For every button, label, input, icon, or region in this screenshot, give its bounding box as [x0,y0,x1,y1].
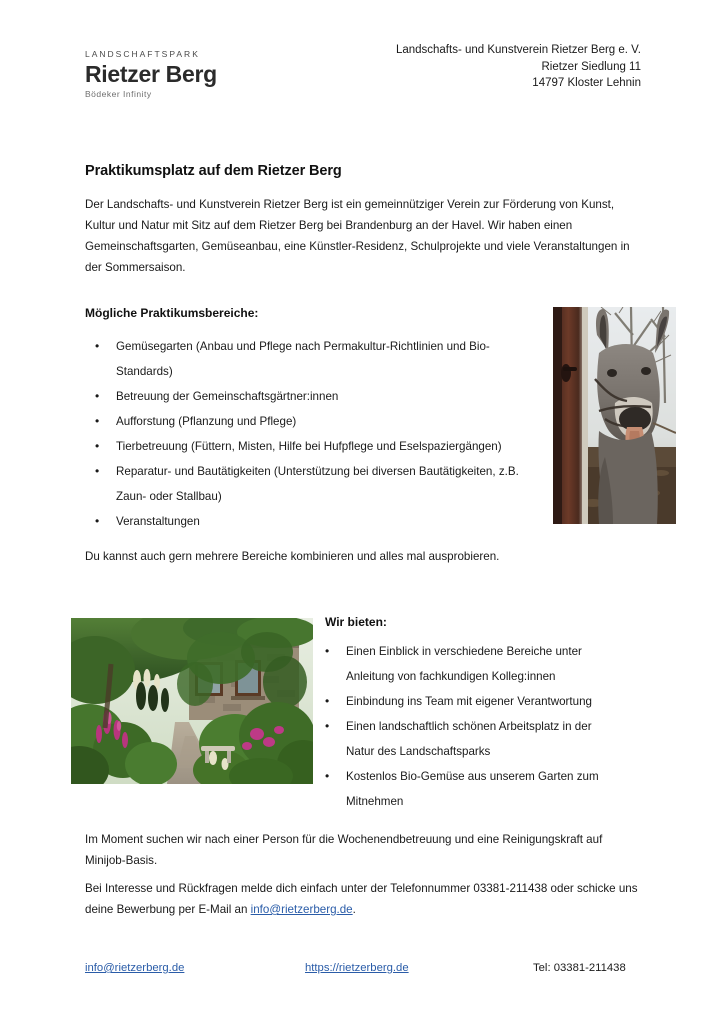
contact-intro-text: Bei Interesse und Rückfragen melde dich einfach unter der Telefonnummer 03381-211438 oder schicke uns deine Bewerbung per E-Mail an [85,882,638,916]
combine-note-paragraph: Du kannst auch gern mehrere Bereiche kombinieren und alles mal ausprobieren. [85,550,500,563]
contact-paragraph [85,878,645,920]
sender-address [396,42,641,92]
list-item: • Gemüsegarten (Anbau und Pflege nach Permakultur-Richtlinien und Bio-Standards) [91,334,546,384]
footer-email-link[interactable]: info@rietzerberg.de [85,962,185,974]
address-line-3: 14797 Kloster Lehnin [532,77,641,89]
list-item: • Einen Einblick in verschiedene Bereiche unter Anleitung von fachkundigen Kolleg:innen [321,639,621,689]
footer-website-link[interactable]: https://rietzerberg.de [305,962,409,974]
page-title: Praktikumsplatz auf dem Rietzer Berg [85,163,342,179]
list-item: • Veranstaltungen [91,509,546,534]
list-item: • Kostenlos Bio-Gemüse aus unserem Garten zum Mitnehmen [321,764,621,814]
organization-logo [85,50,325,100]
donkey-photo-graphic [553,307,676,524]
address-line-2: Rietzer Siedlung 11 [541,60,641,73]
list-item: • Betreuung der Gemeinschaftsgärtner:innen [91,384,546,409]
offers-heading: Wir bieten: [325,615,387,629]
logo-name: Rietzer Berg [85,61,217,88]
page-footer [0,962,724,984]
list-item: • Tierbetreuung (Füttern, Misten, Hilfe bei Hufpflege und Eselspaziergängen) [91,434,546,459]
address-line-1: Landschafts- und Kunstverein Rietzer Berg e. V. [395,44,641,56]
areas-list [91,334,546,534]
list-item: • Einen landschaftlich schönen Arbeitsplatz in der Natur des Landschaftsparks [321,714,621,764]
list-item: • Einbindung ins Team mit eigener Verantwortung [321,689,621,714]
garden-photo-graphic [71,618,313,784]
list-item: • Aufforstung (Pflanzung und Pflege) [91,409,546,434]
logo-sub-line: Bödeker Infinity [85,89,152,100]
footer-phone: Tel: 03381-211438 [533,962,626,974]
logo-top-line: LANDSCHAFTSPARK [85,49,200,59]
current-search-paragraph: Im Moment suchen wir nach einer Person für die Wochenendbetreuung und eine Reinigungskraft auf Minijob-Basis. [85,833,603,867]
contact-email-link[interactable]: info@rietzerberg.de [250,903,353,916]
offers-list [321,639,621,814]
garden-photo [71,618,313,784]
areas-heading: Mögliche Praktikumsbereiche: [85,306,259,320]
list-item: • Reparatur- und Bautätigkeiten (Unterstützung bei diversen Bautätigkeiten, z.B. Zaun- oder Stallbau) [91,459,546,509]
donkey-photo [553,307,676,524]
contact-suffix-text: . [352,903,356,916]
intro-paragraph: Der Landschafts- und Kunstverein Rietzer Berg ist ein gemeinnütziger Verein zur Förderung von Kunst, Kultur und Natur mit Sitz auf dem Rietzer Berg bei Brandenburg an der Havel. Wir haben einen Gemeinschaftsgarten, Gemüseanbau, eine Künstler-Residenz, Schulprojekte und viele Veranstaltungen in der Sommersaison. [85,198,630,274]
